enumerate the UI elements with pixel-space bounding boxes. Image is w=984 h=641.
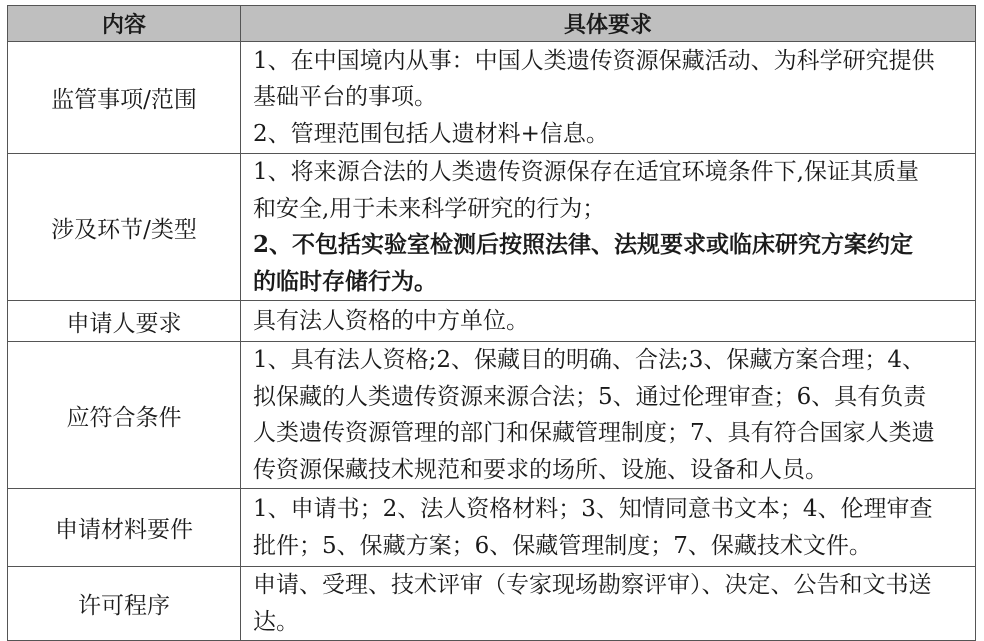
value-line: 批件；5、保藏方案；6、保藏管理制度；7、保藏技术文件。 bbox=[253, 532, 872, 559]
requirements-table bbox=[7, 5, 976, 641]
header-content: 内容 bbox=[8, 6, 241, 42]
row-value bbox=[241, 301, 976, 342]
value-line: 申请、受理、技术评审（专家现场勘察评审）、决定、公告和文书送 bbox=[253, 572, 932, 598]
table-row bbox=[8, 301, 976, 342]
value-line: 2、管理范围包括人遗材料+信息。 bbox=[253, 120, 609, 147]
value-line-bold: 的临时存储行为。 bbox=[253, 267, 437, 295]
row-value bbox=[241, 489, 976, 567]
table-row bbox=[8, 42, 976, 154]
value-line: 拟保藏的人类遗传资源来源合法；5、通过伦理审查；6、具有负责 bbox=[253, 383, 927, 410]
value-line: 1、将来源合法的人类遗传资源保存在适宜环境条件下,保证其质量 bbox=[253, 159, 919, 185]
row-value bbox=[241, 567, 976, 641]
table-header bbox=[8, 6, 976, 42]
value-line: 和安全,用于未来科学研究的行为； bbox=[253, 195, 606, 222]
value-line: 达。 bbox=[253, 608, 299, 635]
header-requirements: 具体要求 bbox=[241, 6, 976, 42]
row-key: 应符合条件 bbox=[8, 342, 241, 489]
value-line: 传资源保藏技术规范和要求的场所、设施、设备和人员。 bbox=[253, 456, 828, 483]
value-line: 人类遗传资源管理的部门和保藏管理制度；7、具有符合国家人类遗 bbox=[253, 420, 935, 446]
row-value bbox=[241, 154, 976, 301]
value-line: 具有法人资格的中方单位。 bbox=[253, 307, 529, 334]
value-line-bold: 2、不包括实验室检测后按照法律、法规要求或临床研究方案约定 bbox=[253, 231, 914, 258]
table-row bbox=[8, 489, 976, 567]
row-key: 申请人要求 bbox=[8, 301, 241, 342]
value-line: 1、在中国境内从事：中国人类遗传资源保藏活动、为科学研究提供 bbox=[253, 47, 935, 74]
value-line: 1、申请书；2、法人资格材料；3、知情同意书文本；4、伦理审查 bbox=[253, 496, 933, 522]
row-value bbox=[241, 342, 976, 489]
value-line: 基础平台的事项。 bbox=[253, 84, 437, 111]
row-key: 涉及环节/类型 bbox=[8, 154, 241, 301]
value-line: 1、具有法人资格;2、保藏目的明确、合法;3、保藏方案合理；4、 bbox=[253, 347, 926, 373]
table-row bbox=[8, 154, 976, 301]
table-row bbox=[8, 342, 976, 489]
row-value bbox=[241, 42, 976, 154]
row-key: 申请材料要件 bbox=[8, 489, 241, 567]
row-key: 许可程序 bbox=[8, 567, 241, 641]
row-key: 监管事项/范围 bbox=[8, 42, 241, 154]
table-row bbox=[8, 567, 976, 641]
